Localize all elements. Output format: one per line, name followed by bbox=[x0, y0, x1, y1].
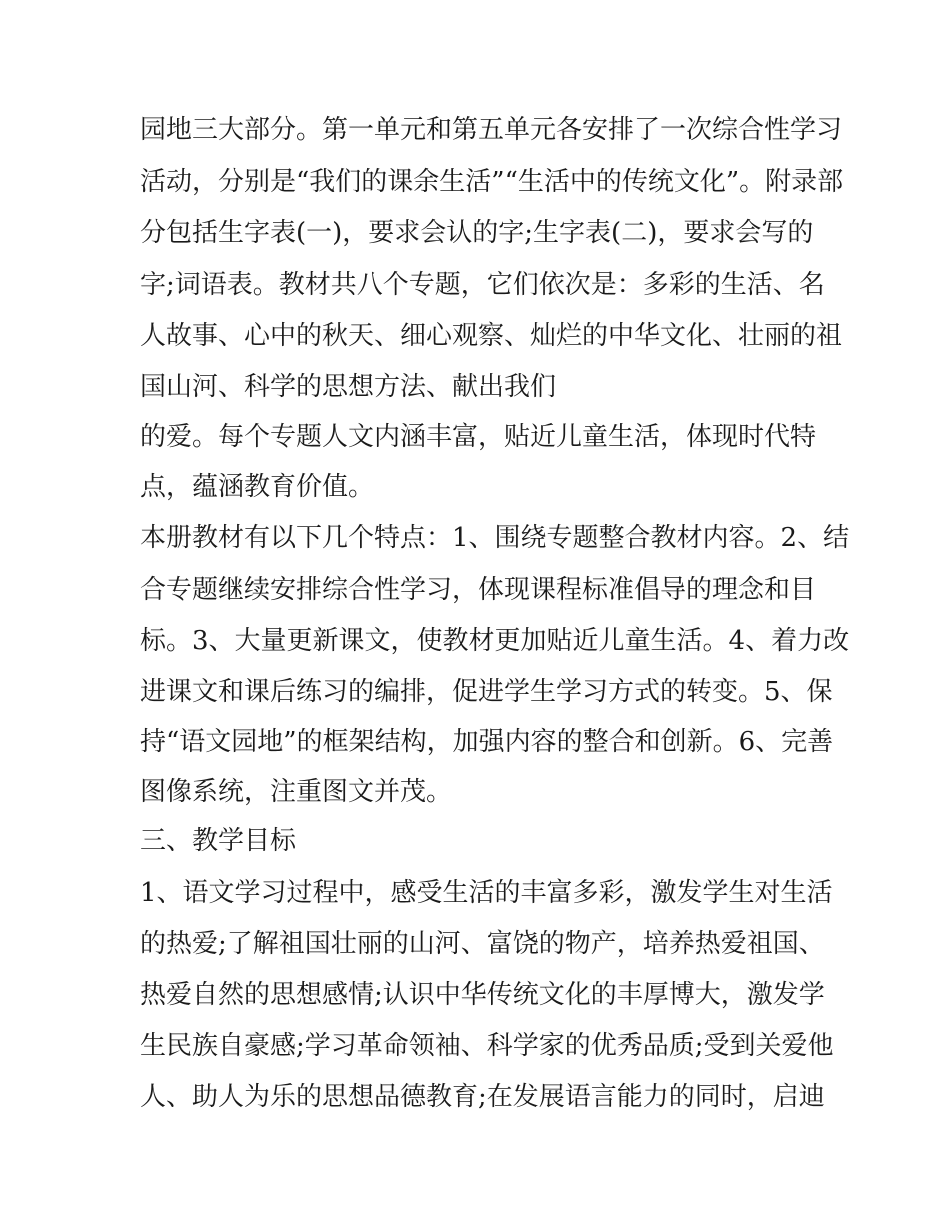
text-line: 合专题继续安排综合性学习，体现课程标准倡导的理念和目 bbox=[140, 575, 817, 605]
text-line: 生民族自豪感;学习革命领袖、科学家的优秀品质;受到关爱他 bbox=[140, 1031, 834, 1061]
text-line: 持“语文园地”的框架结构，加强内容的整合和创新。6、完善 bbox=[140, 727, 834, 757]
text-line: 1、语文学习过程中，感受生活的丰富多彩，激发学生对生活 bbox=[140, 878, 833, 908]
text-line: 图像系统，注重图文并茂。 bbox=[140, 777, 453, 807]
text-line: 国山河、科学的思想方法、献出我们 bbox=[140, 372, 557, 402]
text-line: 热爱自然的思想感情;认识中华传统文化的丰厚博大，激发学 bbox=[140, 980, 825, 1010]
text-line: 人、助人为乐的思想品德教育;在发展语言能力的同时，启迪 bbox=[140, 1082, 825, 1112]
text-line: 标。3、大量更新课文，使教材更加贴近儿童生活。4、着力改 bbox=[140, 626, 850, 656]
text-line: 园地三大部分。第一单元和第五单元各安排了一次综合性学习 bbox=[140, 115, 843, 145]
text-line: 的热爱;了解祖国壮丽的山河、富饶的物产，培养热爱祖国、 bbox=[140, 929, 825, 959]
text-line: 的爱。每个专题人文内涵丰富，贴近儿童生活，体现时代特 bbox=[140, 422, 817, 452]
text-line: 进课文和课后练习的编排，促进学生学习方式的转变。5、保 bbox=[140, 677, 833, 707]
text-line: 字;词语表。教材共八个专题，它们依次是：多彩的生活、名 bbox=[140, 270, 825, 300]
section-heading: 三、教学目标 bbox=[140, 826, 297, 856]
text-line: 人故事、心中的秋天、细心观察、灿烂的中华文化、壮丽的祖 bbox=[140, 321, 843, 351]
text-line: 本册教材有以下几个特点：1、围绕专题整合教材内容。2、结 bbox=[140, 523, 850, 553]
text-line: 活动，分别是“我们的课余生活”“生活中的传统文化”。附录部 bbox=[140, 167, 844, 197]
text-line: 点，蕴涵教育价值。 bbox=[140, 472, 375, 502]
text-line: 分包括生字表(一)，要求会认的字;生字表(二)，要求会写的 bbox=[140, 218, 814, 248]
